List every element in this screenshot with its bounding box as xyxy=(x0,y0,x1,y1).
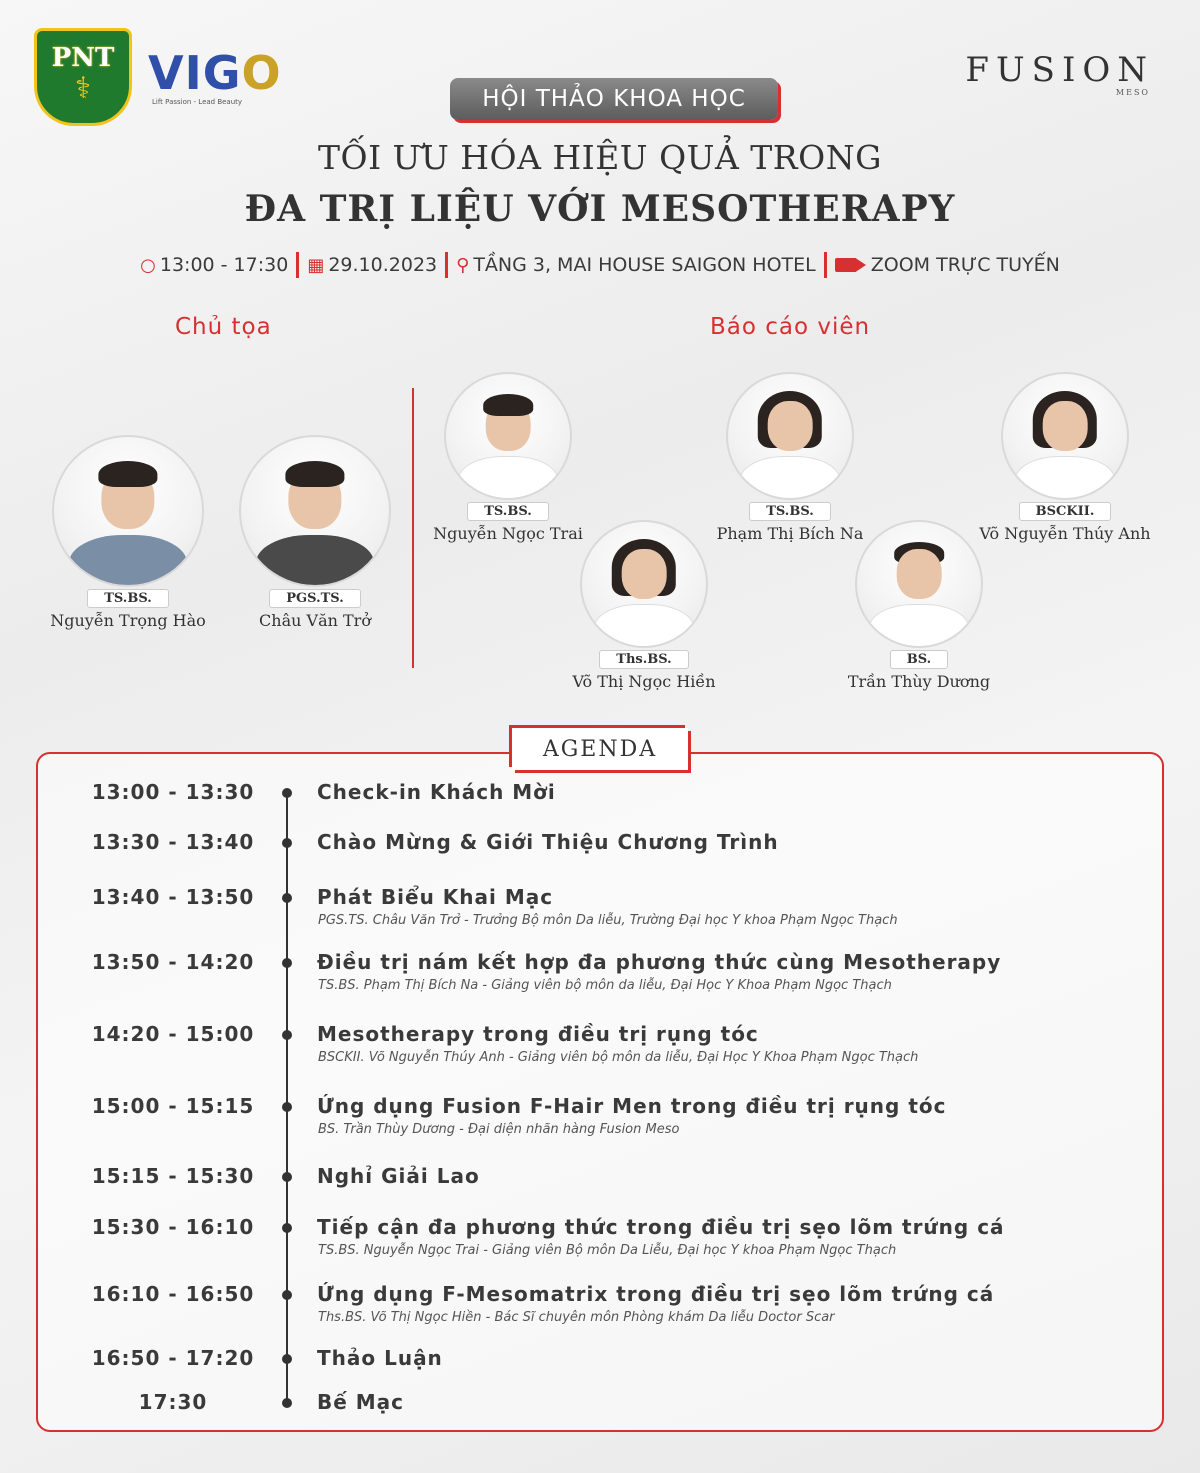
speaker-title: Ths.BS. xyxy=(599,650,688,669)
speaker-name: Võ Thị Ngọc Hiền xyxy=(572,672,716,691)
calendar-icon: ▦ xyxy=(307,254,325,276)
agenda-speaker: BSCKII. Võ Nguyễn Thúy Anh - Giảng viên bộ môn da liễu, Đại Học Y Khoa Phạm Ngọc Thạch xyxy=(318,1050,919,1065)
fusion-logo xyxy=(965,50,1154,97)
fusion-logo-text: FUSION xyxy=(965,50,1154,90)
fusion-logo-sub: MESO xyxy=(1115,88,1150,97)
info-separator xyxy=(445,252,448,278)
timeline-dot xyxy=(282,958,292,968)
agenda-time: 15:00 - 15:15 xyxy=(91,1094,255,1118)
speaker-title: BSCKII. xyxy=(1019,502,1112,521)
agenda-title: Phát Biểu Khai Mạc xyxy=(317,885,554,909)
speaker-title: TS.BS. xyxy=(87,589,169,608)
agenda-title-box xyxy=(512,728,688,770)
agenda-speaker: TS.BS. Nguyễn Ngọc Trai - Giảng viên Bộ môn Da Liễu, Đại học Y khoa Phạm Ngọc Thạch xyxy=(318,1243,897,1258)
agenda-title: Ứng dụng Fusion F-Hair Men trong điều trị rụng tóc xyxy=(317,1094,947,1118)
agenda-time: 15:30 - 16:10 xyxy=(91,1215,255,1239)
speaker-name: Nguyễn Trọng Hào xyxy=(50,611,206,630)
agenda-speaker: Ths.BS. Võ Thị Ngọc Hiền - Bác Sĩ chuyên môn Phòng khám Da liễu Doctor Scar xyxy=(318,1310,835,1325)
event-location: TẦNG 3, MAI HOUSE SAIGON HOTEL xyxy=(473,254,816,276)
avatar xyxy=(855,520,983,648)
agenda-speaker: TS.BS. Phạm Thị Bích Na - Giảng viên bộ môn da liễu, Đại Học Y Khoa Phạm Ngọc Thạch xyxy=(318,978,892,993)
avatar xyxy=(239,435,391,587)
title-line-1: TỐI ƯU HÓA HIỆU QUẢ TRONG xyxy=(318,138,882,177)
event-info-row xyxy=(0,252,1200,278)
timeline-dot xyxy=(282,788,292,798)
pnt-logo-text: PNT xyxy=(51,43,115,73)
avatar xyxy=(52,435,204,587)
agenda-title: Tiếp cận đa phương thức trong điều trị sẹo lõm trứng cá xyxy=(317,1215,1005,1239)
speaker-name: Nguyễn Ngọc Trai xyxy=(433,524,583,543)
agenda-title: Bế Mạc xyxy=(317,1390,405,1414)
event-online: ZOOM TRỰC TUYẾN xyxy=(870,254,1060,276)
avatar xyxy=(1001,372,1129,500)
agenda-title: Check-in Khách Mời xyxy=(317,780,556,804)
timeline-dot xyxy=(282,1030,292,1040)
agenda-title: Mesotherapy trong điều trị rụng tóc xyxy=(317,1022,759,1046)
speaker-title: BS. xyxy=(890,650,948,669)
timeline-dot xyxy=(282,838,292,848)
speaker-name: Châu Văn Trở xyxy=(259,611,371,630)
location-pin-icon: ⚲ xyxy=(456,254,470,276)
event-date: 29.10.2023 xyxy=(328,254,438,276)
timeline-line xyxy=(286,790,288,1404)
speaker-name: Võ Nguyễn Thúy Anh xyxy=(979,524,1151,543)
agenda-title: Ứng dụng F-Mesomatrix trong điều trị sẹo lõm trứng cá xyxy=(317,1282,995,1306)
speaker-name: Phạm Thị Bích Na xyxy=(716,524,864,543)
event-type-badge xyxy=(450,78,778,120)
info-separator xyxy=(296,252,299,278)
speaker-card xyxy=(970,372,1160,543)
agenda-time: 17:30 xyxy=(138,1390,208,1414)
agenda-time: 13:30 - 13:40 xyxy=(91,830,255,854)
agenda-time: 14:20 - 15:00 xyxy=(91,1022,255,1046)
title-line-2: ĐA TRỊ LIỆU VỚI MESOTHERAPY xyxy=(244,188,956,230)
vigo-logo-text: VIG xyxy=(148,46,242,100)
clock-icon: ○ xyxy=(140,254,156,276)
avatar xyxy=(444,372,572,500)
info-separator xyxy=(824,252,827,278)
agenda-time: 15:15 - 15:30 xyxy=(91,1164,255,1188)
timeline-dot xyxy=(282,1102,292,1112)
timeline-dot xyxy=(282,1398,292,1408)
video-camera-icon xyxy=(835,258,857,272)
chair-card xyxy=(225,435,405,630)
caduceus-icon: ⚕ xyxy=(74,71,92,106)
section-divider xyxy=(412,388,414,668)
pnt-logo xyxy=(34,28,132,126)
agenda-title: Nghỉ Giải Lao xyxy=(317,1164,480,1188)
speaker-card xyxy=(554,520,734,691)
event-type-label: HỘI THẢO KHOA HỌC xyxy=(450,78,778,120)
timeline-dot xyxy=(282,1223,292,1233)
agenda-heading: AGENDA xyxy=(512,728,688,770)
chair-card xyxy=(38,435,218,630)
chairs-heading: Chủ tọa xyxy=(175,314,272,340)
speaker-card xyxy=(700,372,880,543)
speaker-title: TS.BS. xyxy=(467,502,549,521)
avatar xyxy=(726,372,854,500)
timeline-dot xyxy=(282,1172,292,1182)
vigo-logo-o: O xyxy=(241,46,282,100)
agenda-time: 13:00 - 13:30 xyxy=(91,780,255,804)
agenda-speaker: PGS.TS. Châu Văn Trở - Trưởng Bộ môn Da liễu, Trường Đại học Y khoa Phạm Ngọc Thạch xyxy=(318,913,898,928)
agenda-time: 16:50 - 17:20 xyxy=(91,1346,255,1370)
timeline-dot xyxy=(282,893,292,903)
agenda-time: 13:40 - 13:50 xyxy=(91,885,255,909)
speaker-name: Trần Thùy Dương xyxy=(847,672,991,691)
agenda-panel xyxy=(36,752,1164,1432)
speaker-card xyxy=(829,520,1009,691)
timeline-dot xyxy=(282,1290,292,1300)
agenda-title: Điều trị nám kết hợp đa phương thức cùng Mesotherapy xyxy=(317,950,1002,974)
avatar xyxy=(580,520,708,648)
speaker-title: PGS.TS. xyxy=(269,589,360,608)
vigo-tagline: Lift Passion - Lead Beauty xyxy=(152,98,243,106)
agenda-speaker: BS. Trần Thùy Dương - Đại diện nhãn hàng Fusion Meso xyxy=(318,1122,680,1137)
agenda-title: Thảo Luận xyxy=(317,1346,443,1370)
timeline-dot xyxy=(282,1354,292,1364)
agenda-title: Chào Mừng & Giới Thiệu Chương Trình xyxy=(317,830,779,854)
agenda-time: 13:50 - 14:20 xyxy=(91,950,255,974)
vigo-logo xyxy=(148,46,282,106)
speaker-title: TS.BS. xyxy=(749,502,831,521)
event-time: 13:00 - 17:30 xyxy=(159,254,289,276)
speaker-card xyxy=(418,372,598,543)
speakers-heading: Báo cáo viên xyxy=(710,314,871,340)
agenda-time: 16:10 - 16:50 xyxy=(91,1282,255,1306)
